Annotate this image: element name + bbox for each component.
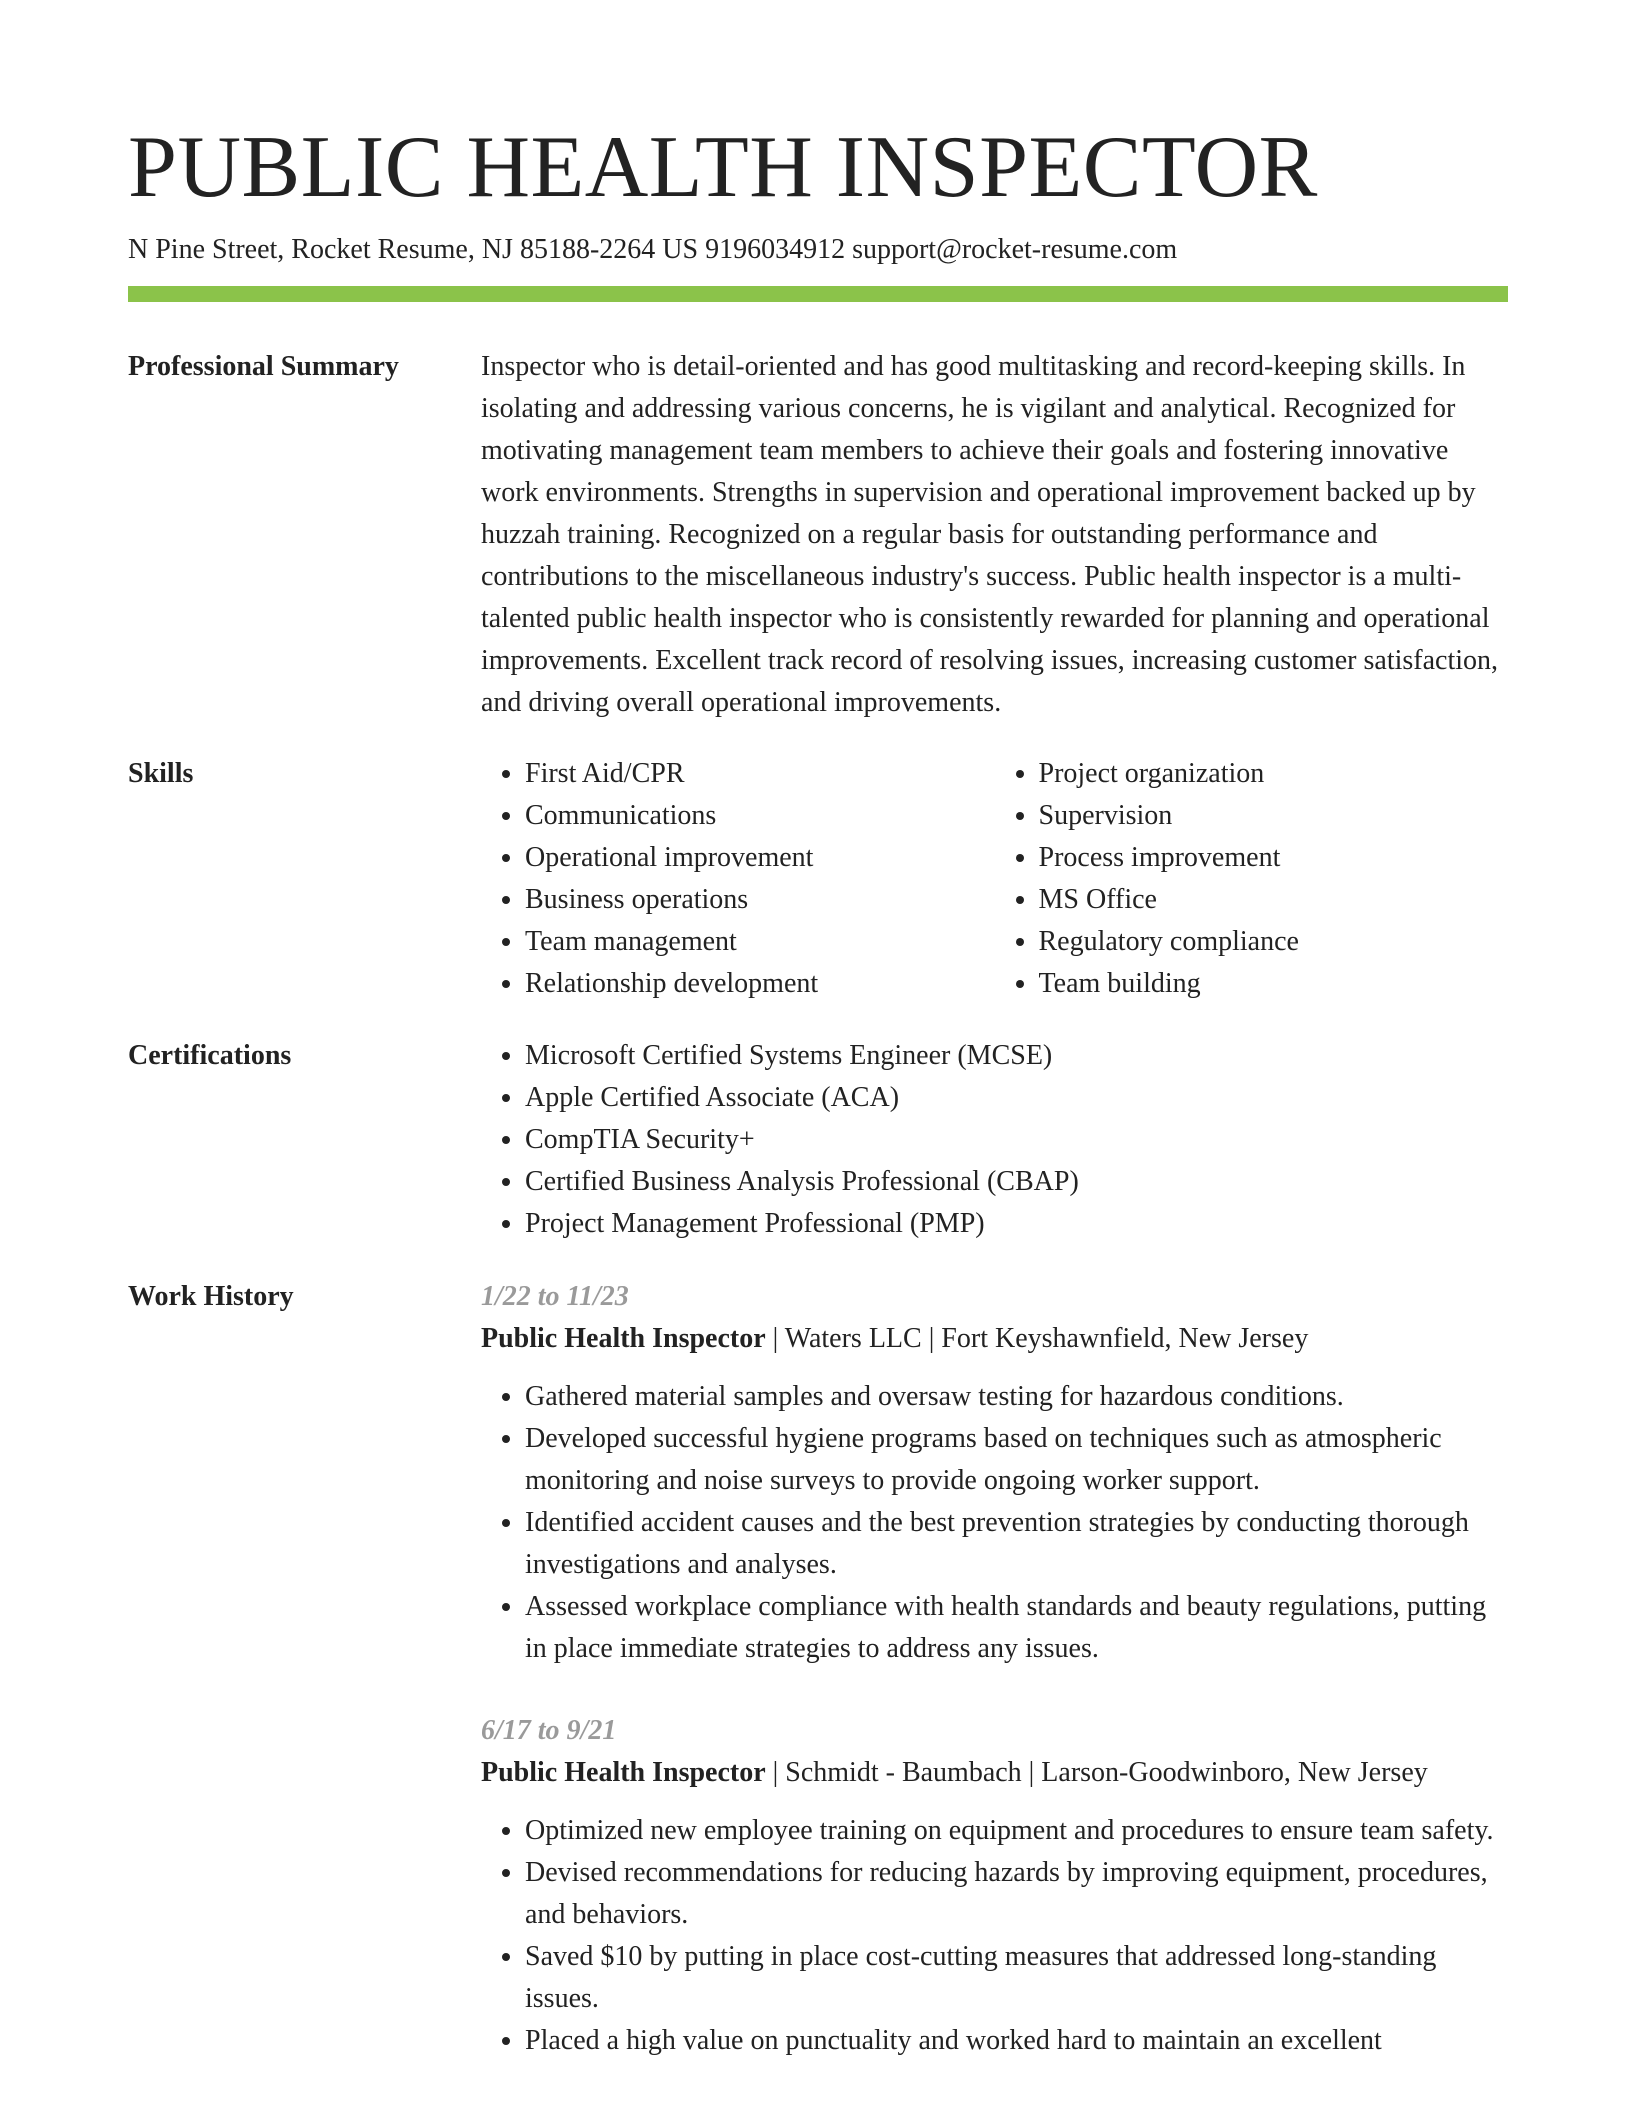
job-title: Public Health Inspector bbox=[481, 1323, 766, 1354]
skill-item: • Process improvement bbox=[1039, 837, 1509, 879]
resume-name: PUBLIC HEALTH INSPECTOR bbox=[128, 119, 1318, 216]
skills-list-right bbox=[995, 753, 1509, 1005]
job-title-line bbox=[481, 1318, 1508, 1360]
skill-item: • Team building bbox=[1039, 963, 1509, 1005]
contact-phone: 9196034912 bbox=[705, 234, 846, 265]
job-bullet: • Placed a high value on punctuality and worked hard to maintain an excellent bbox=[525, 2020, 1508, 2062]
certification-item: • Microsoft Certified Systems Engineer (MCSE) bbox=[525, 1035, 1508, 1077]
job-bullets bbox=[481, 1810, 1508, 2062]
contact-address: N Pine Street, Rocket Resume, NJ 85188-2264 US bbox=[128, 234, 699, 265]
job-details: | Schmidt - Baumbach | Larson-Goodwinboro, New Jersey bbox=[765, 1757, 1428, 1788]
job-title: Public Health Inspector bbox=[481, 1757, 766, 1788]
work-body bbox=[481, 1276, 1508, 2102]
skill-item: • Project organization bbox=[1039, 753, 1509, 795]
job-bullet: • Devised recommendations for reducing hazards by improving equipment, procedures, and behaviors. bbox=[525, 1852, 1508, 1936]
job-title-line bbox=[481, 1752, 1508, 1794]
job-entry bbox=[481, 1710, 1508, 2062]
job-dates: 6/17 to 9/21 bbox=[481, 1715, 617, 1746]
job-bullet: • Optimized new employee training on equipment and procedures to ensure team safety. bbox=[525, 1810, 1508, 1852]
summary-body bbox=[481, 346, 1508, 724]
skill-item: • Operational improvement bbox=[525, 837, 995, 879]
job-bullet: • Identified accident causes and the best prevention strategies by conducting thorough investigations and analyses. bbox=[525, 1502, 1508, 1586]
skills-list-left bbox=[481, 753, 995, 1005]
skill-item: • Business operations bbox=[525, 879, 995, 921]
certifications-body bbox=[481, 1035, 1508, 1245]
certifications-list bbox=[481, 1035, 1508, 1245]
job-bullet: • Assessed workplace compliance with health standards and beauty regulations, putting in place immediate strategies to address any issues. bbox=[525, 1586, 1508, 1670]
skill-item: • Communications bbox=[525, 795, 995, 837]
certification-item: • Project Management Professional (PMP) bbox=[525, 1203, 1508, 1245]
certification-item: • Certified Business Analysis Professional (CBAP) bbox=[525, 1161, 1508, 1203]
skill-item: • MS Office bbox=[1039, 879, 1509, 921]
summary-text: Inspector who is detail-oriented and has good multitasking and record-keeping skills. In isolating and addressing various concerns, he is vigilant and analytical. Recognized for motivating management team members to achieve their goals and fostering innovative work environments. Strengths in supervision and operational improvement backed up by huzzah training. Recognized on a regular basis for outstanding performance and contributions to the miscellaneous industry's success. Public health inspector is a multi-talented public health inspector who is consistently rewarded for planning and operational improvements. Excellent track record of resolving issues, increasing customer satisfaction, and driving overall operational improvements. bbox=[481, 351, 1499, 718]
skill-item: • Relationship development bbox=[525, 963, 995, 1005]
skill-item: • First Aid/CPR bbox=[525, 753, 995, 795]
skills-title: Skills bbox=[128, 758, 194, 789]
header-divider bbox=[128, 286, 1508, 302]
contact-email: support@rocket-resume.com bbox=[852, 234, 1178, 265]
certifications-title: Certifications bbox=[128, 1040, 292, 1071]
skill-item: • Team management bbox=[525, 921, 995, 963]
job-bullet: • Gathered material samples and oversaw testing for hazardous conditions. bbox=[525, 1376, 1508, 1418]
job-bullets bbox=[481, 1376, 1508, 1670]
job-bullet: • Saved $10 by putting in place cost-cutting measures that addressed long-standing issues. bbox=[525, 1936, 1508, 2020]
work-title: Work History bbox=[128, 1281, 294, 1312]
job-bullet: • Developed successful hygiene programs based on techniques such as atmospheric monitoring and noise surveys to provide ongoing worker support. bbox=[525, 1418, 1508, 1502]
job-entry bbox=[481, 1276, 1508, 1670]
summary-title: Professional Summary bbox=[128, 351, 399, 382]
skill-item: • Regulatory compliance bbox=[1039, 921, 1509, 963]
skills-body bbox=[481, 753, 1508, 1005]
job-details: | Waters LLC | Fort Keyshawnfield, New Jersey bbox=[765, 1323, 1309, 1354]
job-dates: 1/22 to 11/23 bbox=[481, 1281, 629, 1312]
certification-item: • Apple Certified Associate (ACA) bbox=[525, 1077, 1508, 1119]
skill-item: • Supervision bbox=[1039, 795, 1509, 837]
certification-item: • CompTIA Security+ bbox=[525, 1119, 1508, 1161]
contact-line bbox=[128, 230, 1177, 270]
